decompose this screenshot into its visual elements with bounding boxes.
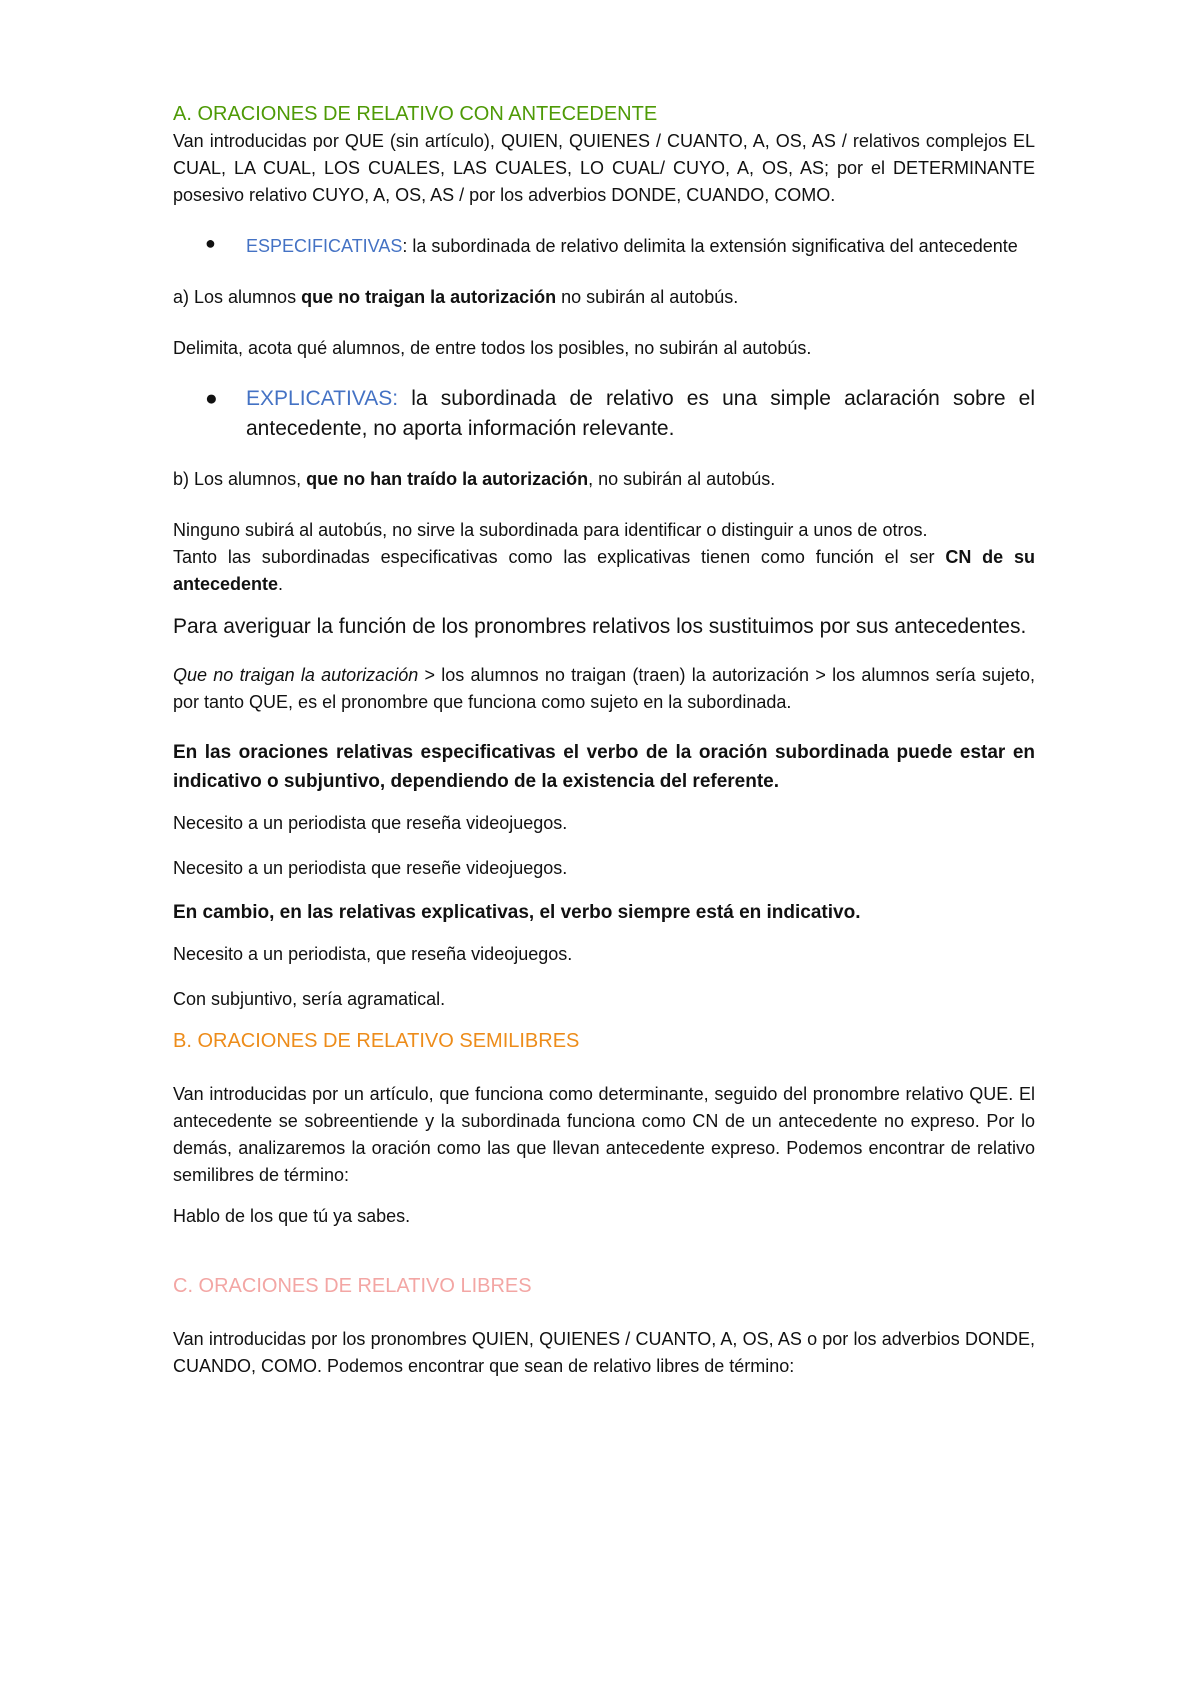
example-section-b: Hablo de los que tú ya sabes. <box>173 1206 411 1226</box>
example-b-post: , no subirán al autobús. <box>588 469 776 489</box>
explanation-b2-bold: CN de su antecedente <box>173 547 1035 594</box>
example-a-pre: a) Los alumnos <box>173 287 302 307</box>
example-b-pre: b) Los alumnos, <box>173 469 307 489</box>
example-b <box>173 466 1035 493</box>
heading-section-a: A. ORACIONES DE RELATIVO CON ANTECEDENTE <box>173 103 658 125</box>
paragraph-section-b: Van introducidas por un artículo, que funciona como determinante, seguido del pronombre relativo QUE. El antecedente se sobreentiende y la subordinada funciona como CN de un antecedente no expreso. Por lo demás, analizaremos la oración como las que llevan antecedente expreso. Podemos encontrar de relativo semilibres de término: <box>173 1084 1035 1185</box>
rule-especificativas: En las oraciones relativas especificativas el verbo de la oración subordinada puede estar en indicativo o subjuntivo, dependiendo de la existencia del referente. <box>173 742 1035 792</box>
paragraph-section-c: Van introducidas por los pronombres QUIEN, QUIENES / CUANTO, A, OS, AS o por los adverbios DONDE, CUANDO, COMO. Podemos encontrar que sean de relativo libres de término: <box>173 1329 1035 1376</box>
bullet-text: la subordinada de relativo es una simple aclaración sobre el antecedente, no aporta información relevante. <box>246 387 1035 440</box>
substitution-note <box>173 662 1035 716</box>
term-explicativas: EXPLICATIVAS: <box>246 387 399 410</box>
substitution-text: > los alumnos no traigan (traen) la autorización > los alumnos sería sujeto, por tanto QUE, es el pronombre que funciona como sujeto en la subordinada. <box>173 665 1035 712</box>
example-a-post: no subirán al autobús. <box>556 287 739 307</box>
example-4: Con subjuntivo, sería agramatical. <box>173 989 446 1009</box>
example-a <box>173 284 1035 311</box>
heading-section-c: C. ORACIONES DE RELATIVO LIBRES <box>173 1275 532 1297</box>
bullet-especificativas <box>173 233 1035 260</box>
example-2: Necesito a un periodista que reseñe videojuegos. <box>173 858 568 878</box>
explanation-b1: Ninguno subirá al autobús, no sirve la subordinada para identificar o distinguir a unos de otros. <box>173 520 928 540</box>
example-1: Necesito a un periodista que reseña videojuegos. <box>173 813 568 833</box>
heading-section-b: B. ORACIONES DE RELATIVO SEMILIBRES <box>173 1030 580 1052</box>
explanation-b2-pre: Tanto las subordinadas especificativas como las explicativas tienen como función el ser <box>173 547 946 567</box>
bullet-icon: ● <box>205 233 216 253</box>
example-3: Necesito a un periodista, que reseña videojuegos. <box>173 944 573 964</box>
bullet-explicativas <box>173 384 1035 444</box>
explanation-b2 <box>173 544 1035 598</box>
document-body <box>173 100 1035 1380</box>
function-note: Para averiguar la función de los pronombres relativos los sustituimos por sus antecedentes. <box>173 615 1027 638</box>
explanation-b2-post: . <box>278 574 284 594</box>
bullet-icon: ● <box>205 387 218 410</box>
explanation-a: Delimita, acota qué alumnos, de entre todos los posibles, no subirán al autobús. <box>173 338 812 358</box>
term-especificativas: ESPECIFICATIVAS <box>246 236 403 256</box>
paragraph-intro: Van introducidas por QUE (sin artículo), QUIEN, QUIENES / CUANTO, A, OS, AS / relativos complejos EL CUAL, LA CUAL, LOS CUALES, LAS CUALES, LO CUAL/ CUYO, A, OS, AS; por el DETERMINANTE posesivo relativo CUYO, A, OS, AS / por los adverbios DONDE, CUANDO, COMO. <box>173 131 1035 205</box>
rule-explicativas: En cambio, en las relativas explicativas, el verbo siempre está en indicativo. <box>173 902 861 923</box>
bullet-text: : la subordinada de relativo delimita la extensión significativa del antecedente <box>402 236 1018 256</box>
example-a-bold: que no traigan la autorización <box>301 287 557 307</box>
example-b-bold: que no han traído la autorización <box>306 469 589 489</box>
substitution-italic: Que no traigan la autorización <box>173 665 419 685</box>
